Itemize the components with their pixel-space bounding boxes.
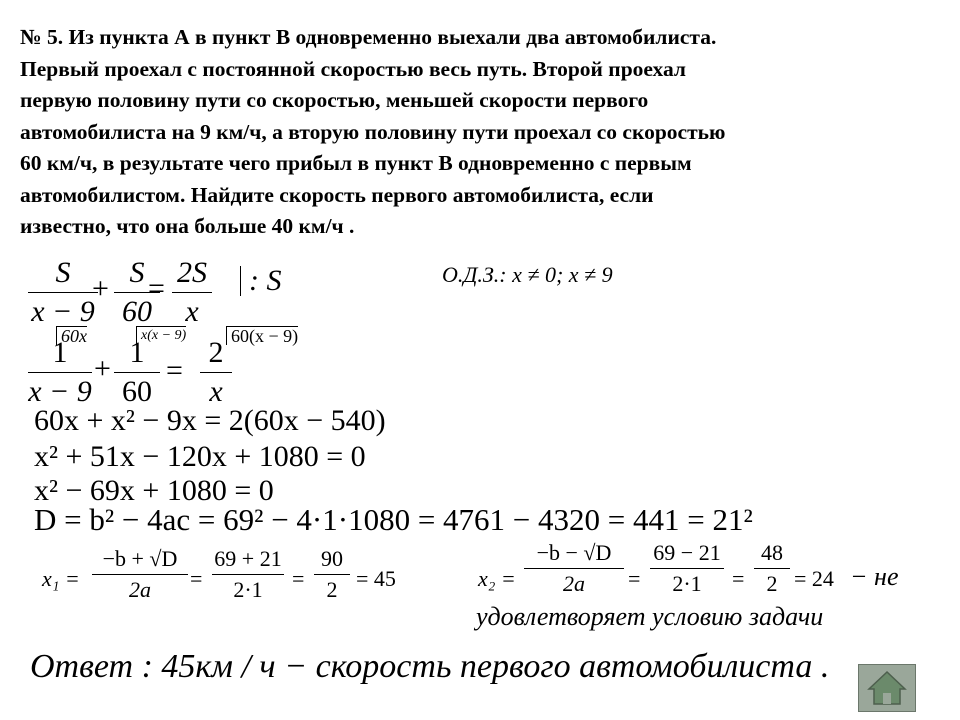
x2-value: = 24 [794, 566, 834, 591]
equation-line-2: x² + 51x − 120x + 1080 = 0 [34, 440, 366, 473]
problem-line: № 5. Из пункта А в пункт В одновременно выехали два автомобилиста. [20, 25, 717, 49]
answer-line: Ответ : 45км / ч − скорость первого автомобилиста . [30, 648, 830, 685]
fraction: −b − √D 2a [524, 540, 624, 597]
problem-line: первую половину пути со скоростью, меньшей скорости первого [20, 88, 649, 112]
domain-condition: О.Д.З.: x ≠ 0; x ≠ 9 [442, 262, 613, 287]
multiplier: x(x − 9) [136, 326, 186, 345]
fraction: 1 x − 9 [28, 336, 92, 408]
equation-line-3: x² − 69x + 1080 = 0 [34, 474, 274, 507]
plus-sign: + [92, 272, 109, 305]
equals-sign: = [628, 566, 641, 591]
problem-statement [20, 22, 920, 243]
fraction: 69 − 21 2·1 [650, 540, 724, 597]
fraction: 48 2 [754, 540, 790, 597]
home-button[interactable] [858, 664, 916, 712]
plus-sign: + [94, 352, 111, 385]
equals-sign: = [732, 566, 745, 591]
problem-line: 60 км/ч, в результате чего прибыл в пункт В одновременно с первым [20, 151, 692, 175]
equals-sign: = [148, 272, 165, 305]
fraction: 90 2 [314, 546, 350, 603]
problem-line: автомобилиста на 9 км/ч, а вторую половину пути проехал со скоростью [20, 119, 726, 144]
equals-sign: = [190, 566, 203, 591]
fraction: 2S x [172, 256, 212, 329]
discriminant-line: D = b² − 4ac = 69² − 4·1·1080 = 4761 − 4320 = 441 = 21² [34, 502, 753, 537]
fraction: 69 + 21 2·1 [212, 546, 284, 603]
x2-label: x₂ = [478, 566, 516, 591]
problem-line: автомобилистом. Найдите скорость первого автомобилиста, если [20, 182, 654, 207]
fraction: S 60 [114, 256, 160, 329]
fraction: 2 x [200, 336, 232, 409]
x2-rejection-reason: удовлетворяет условию задачи [476, 602, 824, 631]
x2-rejection: − не [850, 562, 899, 591]
multiplier: 60x [56, 326, 87, 345]
fraction: S x − 9 [28, 256, 98, 329]
equals-sign: = [166, 354, 183, 387]
multiplier: 60(x − 9) [226, 326, 298, 345]
x1-value: = 45 [356, 566, 396, 591]
fraction: −b + √D 2a [92, 546, 188, 603]
equals-sign: = [292, 566, 305, 591]
home-icon [859, 665, 915, 711]
problem-line: известно, что она больше 40 км/ч . [20, 214, 355, 238]
problem-line: Первый проехал с постоянной скоростью весь путь. Второй проехал [20, 56, 686, 81]
fraction: 1 60 [114, 336, 160, 409]
divide-by-marker: : S [240, 266, 282, 296]
equation-line-1: 60x + x² − 9x = 2(60x − 540) [34, 404, 386, 437]
x1-label: x₁ = [42, 566, 80, 591]
